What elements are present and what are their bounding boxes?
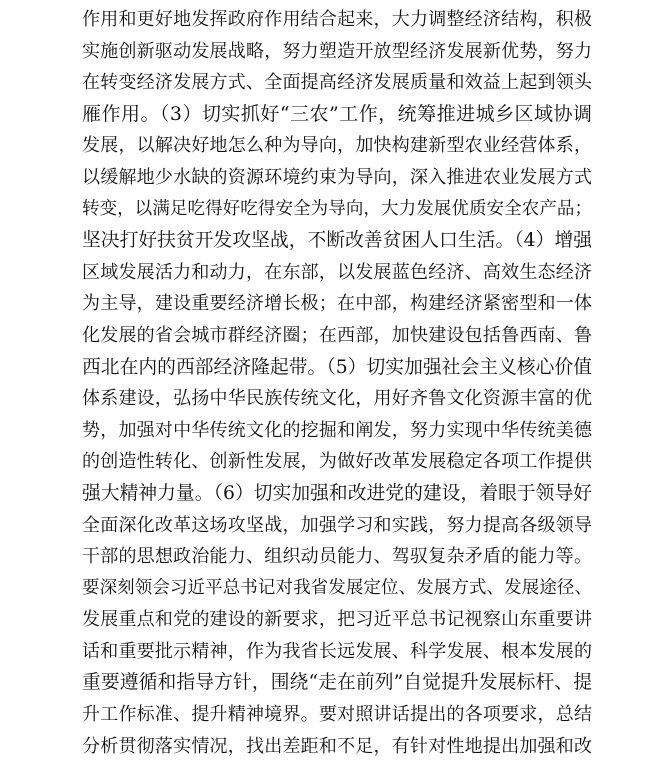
text-line-23: 升工作标准、提升精神境界。要对照讲话提出的各项要求，总结 — [82, 704, 592, 726]
text-line-6: 以缓解地少水缺的资源环境约束为导向，深入推进农业发展方式 — [82, 166, 592, 188]
text-line-13: 体系建设，弘扬中华民族传统文化，用好齐鲁文化资源丰富的优 — [82, 388, 592, 410]
text-line-15: 的创造性转化、创新性发展，为做好改革发展稳定各项工作提供 — [82, 451, 592, 473]
text-line-24: 分析贯彻落实情况，找出差距和不足，有针对性地提出加强和改 — [82, 735, 592, 757]
text-line-17: 全面深化改革这场攻坚战，加强学习和实践，努力提高各级领导 — [82, 514, 592, 536]
text-line-20: 发展重点和党的建设的新要求，把习近平总书记视察山东重要讲 — [82, 609, 592, 631]
text-line-5: 发展，以解决好地怎么种为导向，加快构建新型农业经营体系， — [82, 135, 592, 157]
text-line-18: 干部的思想政治能力、组织动员能力、驾驭复杂矛盾的能力等。 — [82, 546, 592, 568]
text-line-8: 坚决打好扶贫开发攻坚战，不断改善贫困人口生活。（4）增强 — [82, 230, 592, 252]
text-line-7: 转变，以满足吃得好吃得安全为导向，大力发展优质安全农产品； — [82, 198, 592, 219]
text-line-16: 强大精神力量。（6）切实加强和改进党的建设，着眼于领导好 — [82, 482, 592, 504]
text-line-10: 为主导，建设重要经济增长极；在中部，构建经济紧密型和一体 — [82, 293, 592, 315]
text-line-14: 势，加强对中华传统文化的挖掘和阐发，努力实现中华传统美德 — [82, 419, 592, 441]
text-line-1: 作用和更好地发挥政府作用结合起来，大力调整经济结构，积极 — [82, 9, 592, 30]
text-line-9: 区域发展活力和动力，在东部，以发展蓝色经济、高效生态经济 — [82, 261, 592, 283]
text-line-4: 雁作用。（3）切实抓好“三农”工作，统筹推进城乡区域协调 — [82, 102, 592, 125]
text-line-12: 西北在内的西部经济隆起带。（5）切实加强社会主义核心价值 — [82, 356, 592, 378]
text-line-11: 化发展的省会城市群经济圈；在西部，加快建设包括鲁西南、鲁 — [82, 324, 592, 346]
text-line-22: 重要遵循和指导方针，围绕“走在前列”自觉提升发展标杆、提 — [82, 672, 592, 694]
text-line-3: 在转变经济发展方式、全面提高经济发展质量和效益上起到领头 — [82, 72, 592, 94]
text-line-19: 要深刻领会习近平总书记对我省发展定位、发展方式、发展途径、 — [82, 577, 592, 598]
document-body-text — [82, 4, 592, 762]
text-line-2: 实施创新驱动发展战略，努力塑造开放型经济发展新优势，努力 — [82, 40, 592, 62]
text-line-21: 话和重要批示精神，作为我省长远发展、科学发展、根本发展的 — [82, 640, 592, 662]
